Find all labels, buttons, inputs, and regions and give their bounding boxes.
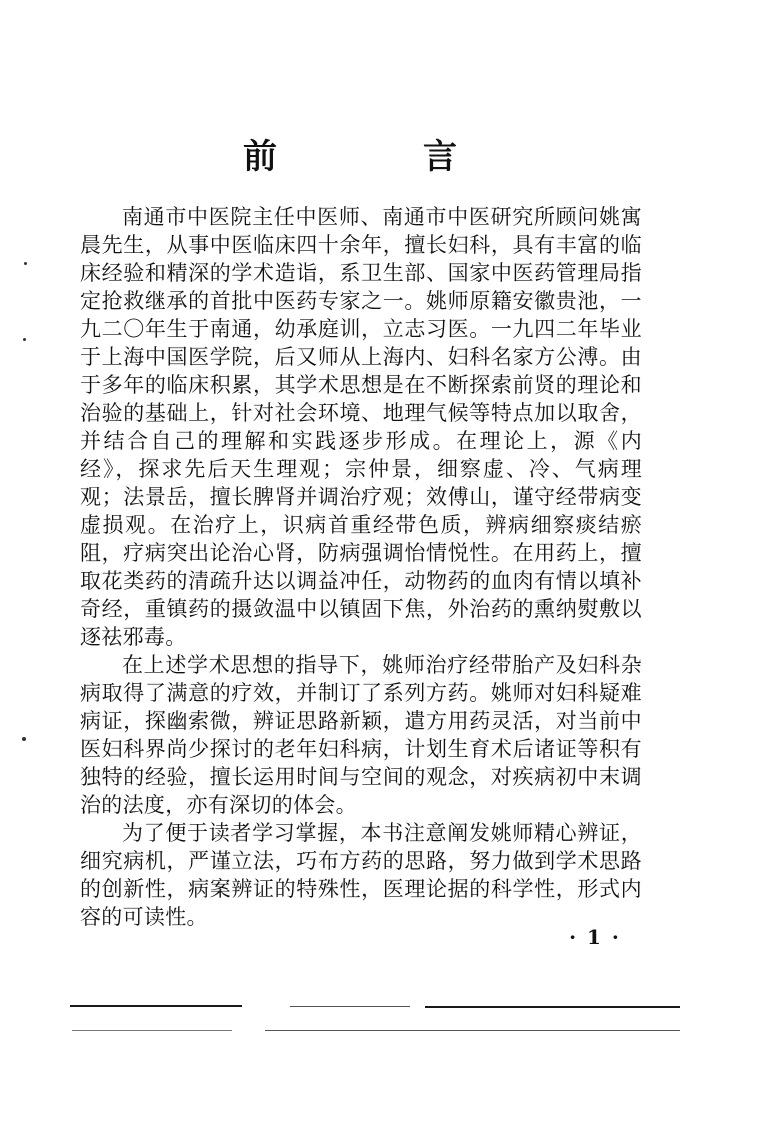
- footer-rule: [425, 1006, 680, 1008]
- footer-rule: [265, 1030, 680, 1031]
- paragraph-2: 在上述学术思想的指导下，姚师治疗经带胎产及妇科杂病取得了满意的疗效，并制订了系列方药。姚师对妇科疑难病证，探幽索微，辨证思路新颖，遣方用药灵活，对当前中医妇科界尚少探讨的老年妇科病，计划生育术后诸证等积有独特的经验，擅长运用时间与空间的观念，对疾病初中末调治的法度，亦有深切的体会。: [80, 653, 642, 817]
- page-title: 前 言: [243, 137, 513, 177]
- page-number: · 1 ·: [569, 925, 621, 949]
- paragraph-1: 南通市中医院主任中医师、南通市中医研究所顾问姚寓晨先生，从事中医临床四十余年，擅长妇科，具有丰富的临床经验和精深的学术造诣，系卫生部、国家中医药管理局指定抢救继承的首批中医药专家之一。姚师原籍安徽贵池，一九二〇年生于南通，幼承庭训，立志习医。一九四二年毕业于上海中国医学院，后又师从上海内、妇科名家方公溥。由于多年的临床积累，其学术思想是在不断探索前贤的理论和治验的基础上，针对社会环境、地理气候等特点加以取舍，并结合自己的理解和实践逐步形成。在理论上，源《内经》，探求先后天生理观；宗仲景，细察虚、冷、气病理观；法景岳，擅长脾肾并调治疗观；效傅山，谨守经带病变虚损观。在治疗上，识病首重经带色质，辨病细察痰结瘀阻，疗病突出论治心肾，防病强调怡情悦性。在用药上，擅取花类药的清疏升达以调益冲任，动物药的血肉有情以填补奇经，重镇药的摄敛温中以镇固下焦，外治药的熏纳熨敷以逐祛邪毒。: [80, 205, 642, 649]
- footer-rule: [70, 1005, 242, 1007]
- body-text: [80, 203, 642, 931]
- footer-rule: [72, 1030, 232, 1031]
- paragraph-3: 为了便于读者学习掌握，本书注意阐发姚师精心辨证，细究病机，严谨立法，巧布方药的思路，努力做到学术思路的创新性，病案辨证的特殊性，医理论据的科学性，形式内容的可读性。: [80, 821, 642, 929]
- scan-speck: [24, 262, 27, 265]
- scan-speck: [22, 737, 26, 741]
- footer-rule: [290, 1006, 410, 1007]
- scan-speck: [23, 338, 26, 341]
